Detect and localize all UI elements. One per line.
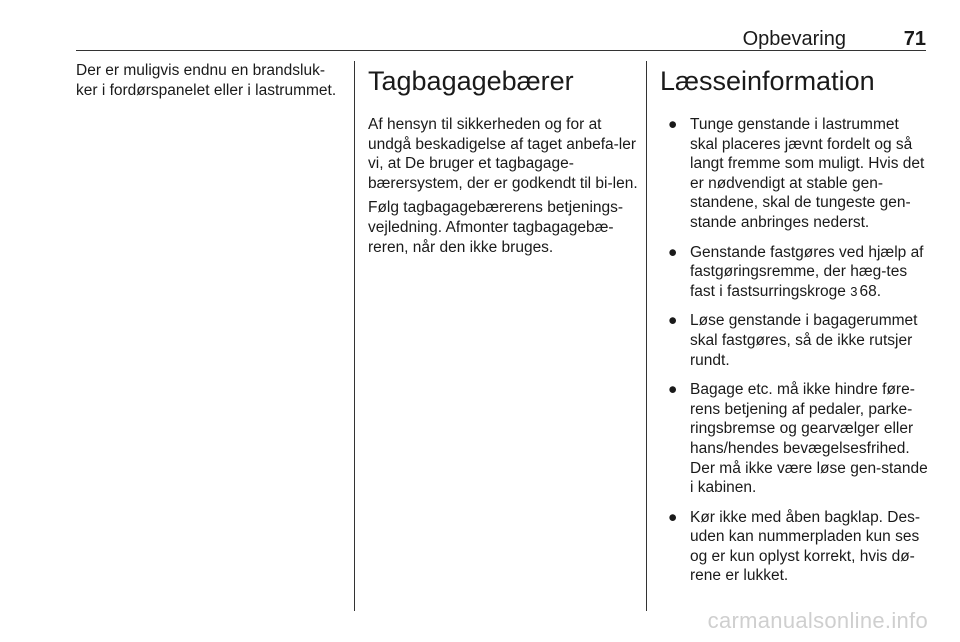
- loading-info-list: [660, 115, 930, 586]
- list-item: [660, 508, 930, 586]
- column-right: [660, 61, 930, 596]
- column-middle: [368, 61, 638, 262]
- page-reference-icon: 3: [850, 283, 858, 299]
- page-reference[interactable]: 68.: [859, 282, 882, 300]
- column-divider-1: [354, 61, 355, 611]
- bullet-icon: ●: [668, 381, 678, 399]
- list-item-text: Tunge genstande i lastrummet skal placeres jævnt fordelt og så langt fremme som muligt. Hvis det er nødvendigt at stable gen-standene, skal de tungeste gen-stande anbringes nederst.: [690, 116, 925, 231]
- loading-info-heading: Læsseinformation: [660, 66, 875, 96]
- roof-rack-paragraph-1: Af hensyn til sikkerheden og for at undgå beskadigelse af taget anbefa-ler vi, at De bruger et tagbagage-bærersystem, der er godkendt til bi-len.: [368, 116, 638, 192]
- bullet-icon: ●: [668, 116, 678, 133]
- page-number: 71: [903, 28, 926, 50]
- list-item: [660, 311, 930, 370]
- column-divider-2: [646, 61, 647, 611]
- fire-extinguisher-note: Der er muligvis endnu en brandsluk-ker i fordørspanelet eller i lastrummet.: [76, 62, 337, 99]
- list-item-text: Kør ikke med åben bagklap. Des-uden kan nummerpladen kun ses og er kun oplyst korrekt, hvis dø-rene er lukket.: [690, 508, 921, 585]
- page-header: [76, 24, 926, 52]
- list-item-text: Løse genstande i bagagerummet skal fastgøres, så de ikke rutsjer rundt.: [690, 312, 918, 369]
- list-item: [660, 243, 930, 302]
- watermark: carmanualsonline.info: [707, 608, 928, 633]
- section-title: Opbevaring: [742, 28, 846, 50]
- bullet-icon: ●: [668, 508, 678, 526]
- bullet-icon: ●: [668, 243, 678, 261]
- list-item-text: Genstande fastgøres ved hjælp af fastgøringsremme, der hæg-tes fast i fastsurringskroge: [690, 243, 924, 300]
- column-left: [76, 61, 346, 105]
- list-item-text: Bagage etc. må ikke hindre føre-rens betjening af pedaler, parke-ringsbremse og gearvælger eller hans/hendes bevægelsesfrihed. Der må ikke være løse gen-stande i kabinen.: [690, 381, 928, 497]
- list-item: [660, 380, 930, 498]
- bullet-icon: ●: [668, 312, 678, 330]
- list-item: [660, 115, 930, 233]
- roof-rack-paragraph-2: Følg tagbagagebærerens betjenings-vejledning. Afmonter tagbagagebæ-reren, når den ikke bruges.: [368, 199, 624, 256]
- roof-rack-heading: Tagbagagebærer: [368, 66, 574, 96]
- header-rule: [76, 50, 926, 51]
